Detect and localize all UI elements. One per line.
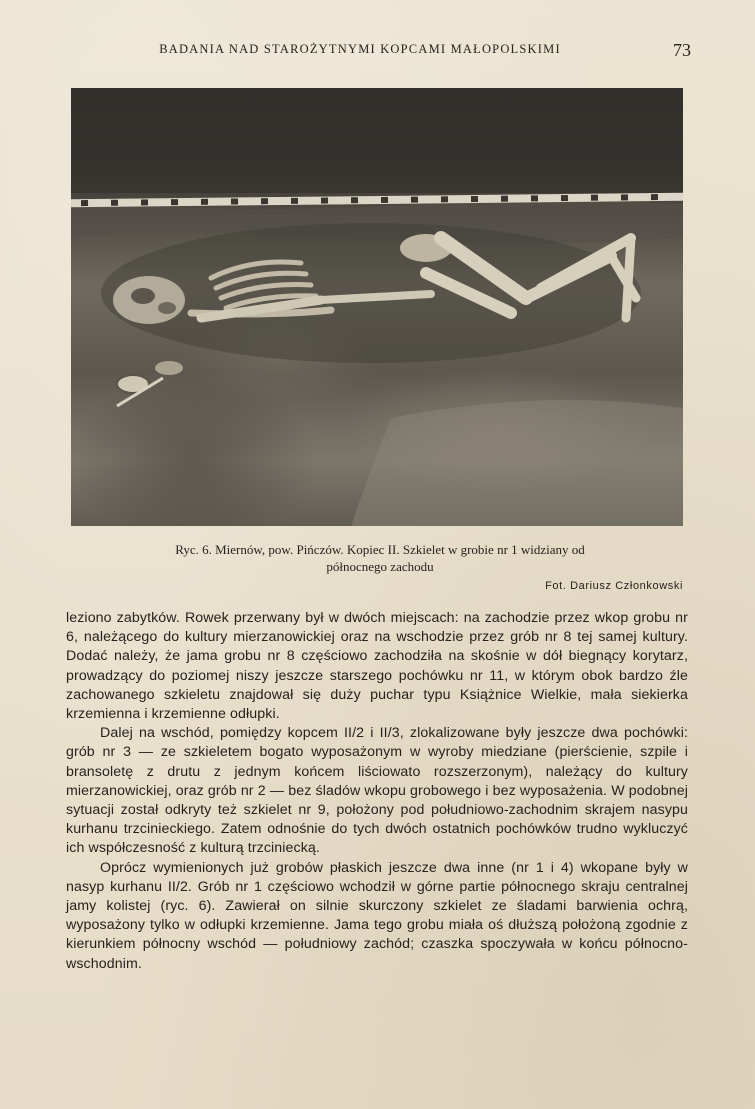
artifacts bbox=[117, 361, 183, 406]
paragraph-2: Dalej na wschód, pomiędzy kopcem II/2 i II/3, zlokalizowane były jeszcze dwa pochówki: grób nr 3 — ze szkieletem bogato wyposażonym w wyroby miedziane (pierścienie, szpile i bransoletę z drutu z jednym końcem liściowato rozszerzonym), należący do kultury mierzanowickiej, oraz grób nr 2 — bez śladów wkopu grobowego i bez wyposażenia. W podobnej sytuacji został odkryty też szkielet nr 9, położony pod południowo-zachodnim skrajem nasypu kurhanu trzcinieckiego. Zatem odnośnie do tych dwóch ostatnich pochówków trudno wykluczyć ich współczesność z kulturą trzciniecką. bbox=[66, 725, 688, 857]
caption-line-2: północnego zachodu bbox=[326, 559, 434, 574]
running-title: BADANIA NAD STAROŻYTNYMI KOPCAMI MAŁOPOLSKIMI bbox=[159, 42, 561, 56]
caption-line-1: Ryc. 6. Miernów, pow. Pińczów. Kopiec II. Szkielet w grobie nr 1 widziany od bbox=[175, 542, 585, 557]
skeleton-photo-drawing bbox=[71, 88, 683, 526]
photo-credit: Fot. Dariusz Członkowski bbox=[545, 580, 683, 592]
body-text bbox=[66, 609, 688, 974]
paragraph-3: Oprócz wymienionych już grobów płaskich jeszcze dwa inne (nr 1 i 4) wkopane były w nasyp kurhanu II/2. Grób nr 1 częściowo wchodził w górne partie północnego skraju centralnej jamy kolistej (ryc. 6). Zawierał on silnie skurczony szkielet ze śladami barwienia ochrą, wyposażony tylko w odłupki krzemienne. Jama tego grobu miała oś dłuższą położoną zgodnie z kierunkiem północny wschód — południowy zachód; czaszka spoczywała w końcu północno-wschodnim. bbox=[66, 859, 688, 972]
excavation-photo bbox=[71, 88, 683, 526]
paragraph-1: leziono zabytków. Rowek przerwany był w dwóch miejscach: na zachodzie przez wkop grobu nr 6, należącego do kultury mierzanowickiej oraz na wschodzie przez grób nr 8 tej samej kultury. Dodać należy, że jama grobu nr 8 częściowo zachodziła na skośnie w dół biegnący korytarz, prowadzący do poziomej niszy jeszcze starszego pochówku nr 11, w którym obok bardzo źle zachowanego szkieletu znajdował się duży puchar typu Książnice Wielkie, mała siekierka krzemienna i krzemienne odłupki. bbox=[66, 610, 688, 723]
skull bbox=[113, 276, 185, 324]
page-number: 73 bbox=[673, 40, 691, 60]
figure-caption bbox=[75, 541, 685, 575]
